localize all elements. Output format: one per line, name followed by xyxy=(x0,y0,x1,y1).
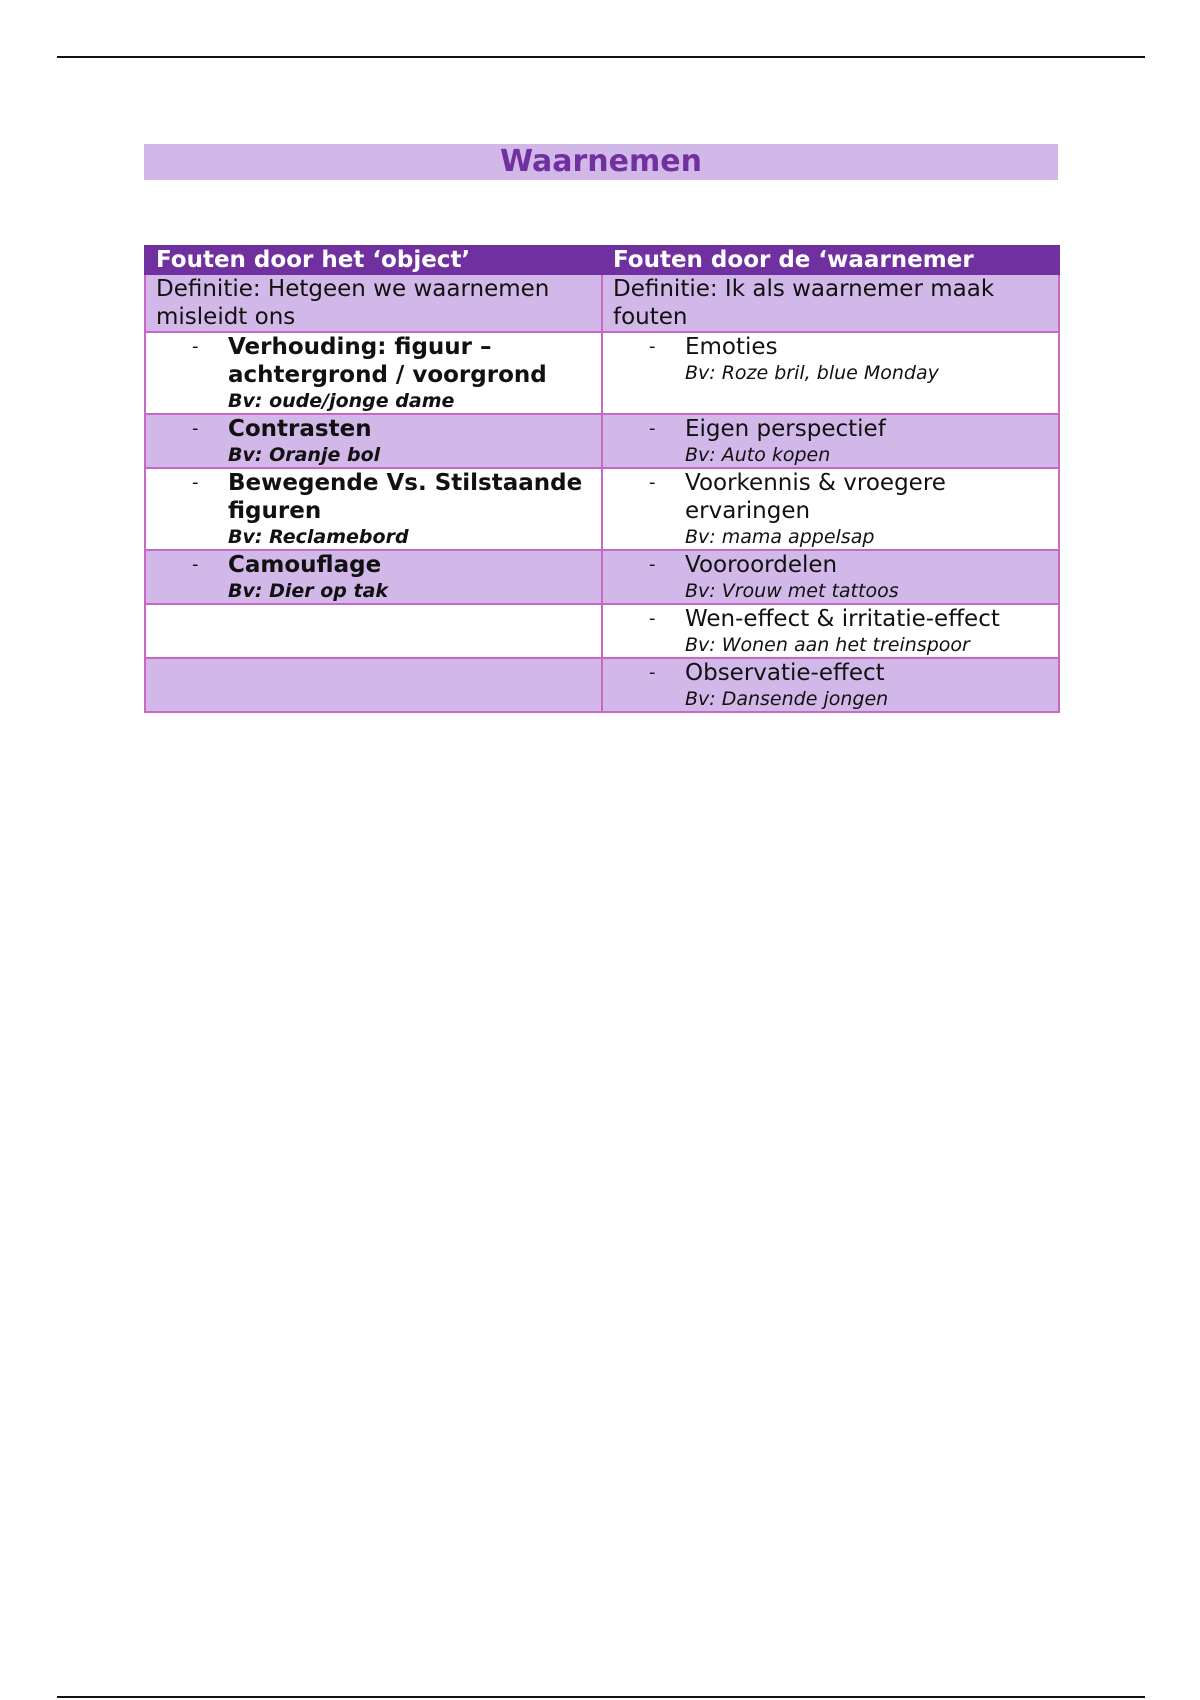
list-item xyxy=(613,469,1048,549)
page-title: Waarnemen xyxy=(144,144,1058,180)
observer-cell xyxy=(602,468,1059,550)
bullet-dash: - xyxy=(192,418,199,439)
list-item xyxy=(613,659,1048,711)
comparison-table xyxy=(144,245,1060,713)
definition-text: Definitie: Ik als waarnemer maak fouten xyxy=(613,276,995,330)
list-item xyxy=(156,415,591,467)
observer-cell xyxy=(602,604,1059,658)
bullet-dash: - xyxy=(649,472,656,493)
header-observer: Fouten door de ‘waarnemer xyxy=(602,246,1059,274)
item-label: Bewegende Vs. Stilstaande figuren xyxy=(228,470,583,524)
header-object: Fouten door het ‘object’ xyxy=(145,246,602,274)
item-label: Camouflage xyxy=(228,552,382,578)
footer-rule xyxy=(57,1696,1145,1698)
list-item xyxy=(613,333,1048,385)
item-example: Bv: Vrouw met tattoos xyxy=(685,580,899,602)
table-row xyxy=(145,468,1059,550)
list-item xyxy=(156,333,591,413)
item-label: Vooroordelen xyxy=(685,552,838,578)
item-example: Bv: Dier op tak xyxy=(228,580,389,602)
item-label: Voorkennis & vroegere ervaringen xyxy=(685,470,946,524)
bullet-dash: - xyxy=(649,418,656,439)
list-item xyxy=(613,415,1048,467)
item-example: Bv: Oranje bol xyxy=(228,444,381,466)
bullet-dash: - xyxy=(649,336,656,357)
table-row xyxy=(145,658,1059,712)
item-label: Emoties xyxy=(685,334,778,360)
list-item xyxy=(156,469,591,549)
observer-cell xyxy=(602,414,1059,468)
definition-object xyxy=(145,274,602,332)
list-item xyxy=(156,551,591,603)
item-example: Bv: Dansende jongen xyxy=(685,688,889,710)
bullet-dash: - xyxy=(192,554,199,575)
observer-cell xyxy=(602,658,1059,712)
item-example: Bv: mama appelsap xyxy=(685,526,875,548)
bullet-dash: - xyxy=(649,662,656,683)
table-header-row xyxy=(145,246,1059,274)
item-example: Bv: Auto kopen xyxy=(685,444,831,466)
list-item xyxy=(613,605,1048,657)
table-row xyxy=(145,332,1059,414)
item-example: Bv: oude/jonge dame xyxy=(228,390,455,412)
definition-row xyxy=(145,274,1059,332)
item-label: Verhouding: figuur – achtergrond / voorgrond xyxy=(228,334,547,388)
bullet-dash: - xyxy=(649,608,656,629)
item-example: Bv: Reclamebord xyxy=(228,526,409,548)
table-row xyxy=(145,550,1059,604)
object-cell xyxy=(145,468,602,550)
bullet-dash: - xyxy=(192,336,199,357)
header-rule xyxy=(57,56,1145,58)
table-row xyxy=(145,604,1059,658)
item-label: Wen-effect & irritatie-effect xyxy=(685,606,1000,632)
bullet-dash: - xyxy=(192,472,199,493)
object-cell xyxy=(145,414,602,468)
definition-observer xyxy=(602,274,1059,332)
observer-cell xyxy=(602,550,1059,604)
object-cell-empty xyxy=(145,604,602,658)
item-example: Bv: Wonen aan het treinspoor xyxy=(685,634,970,656)
object-cell xyxy=(145,332,602,414)
object-cell xyxy=(145,550,602,604)
definition-text: Definitie: Hetgeen we waarnemen misleidt ons xyxy=(156,276,550,330)
item-example: Bv: Roze bril, blue Monday xyxy=(685,362,939,384)
observer-cell xyxy=(602,332,1059,414)
item-label: Eigen perspectief xyxy=(685,416,886,442)
item-label: Observatie-effect xyxy=(685,660,885,686)
object-cell-empty xyxy=(145,658,602,712)
bullet-dash: - xyxy=(649,554,656,575)
list-item xyxy=(613,551,1048,603)
item-label: Contrasten xyxy=(228,416,372,442)
table-row xyxy=(145,414,1059,468)
